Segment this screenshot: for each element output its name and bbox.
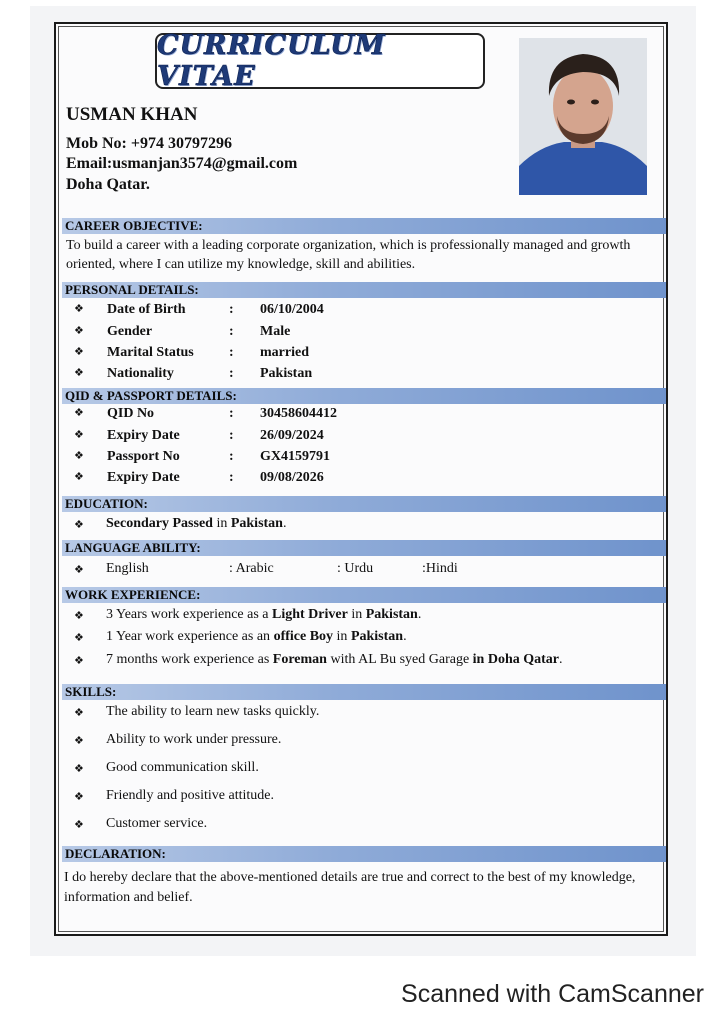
passport-label: Passport No — [107, 449, 180, 464]
marital-label: Marital Status — [107, 345, 194, 360]
gender-value: Male — [260, 324, 291, 339]
skills-list — [0, 704, 724, 844]
career-objective-text: To build a career with a leading corporate organization, which is professionally managed and growth oriented, where I can utilize my knowledge, skill and abilities. — [66, 238, 631, 272]
qid-row: ❖ Passport No : GX4159791 — [74, 449, 330, 464]
section-education: EDUCATION: — [62, 496, 666, 512]
section-declaration: DECLARATION: — [62, 846, 666, 862]
language-hindi: :Hindi — [422, 561, 458, 576]
section-language-ability: LANGUAGE ABILITY: — [62, 540, 666, 556]
list-item: ❖ Ability to work under pressure. — [74, 732, 282, 747]
work-experience-list — [0, 607, 724, 675]
title-box — [155, 30, 485, 92]
section-skills: SKILLS: — [62, 684, 666, 700]
section-personal-details: PERSONAL DETAILS: — [62, 282, 666, 298]
mobile-number: Mob No: +974 30797296 — [66, 135, 232, 152]
section-qid-passport: QID & PASSPORT DETAILS: — [62, 388, 666, 404]
personal-row: ❖ Marital Status : married — [74, 345, 309, 360]
gender-label: Gender — [107, 324, 153, 339]
personal-details-list — [0, 300, 724, 388]
qid-row: ❖ Expiry Date : 26/09/2024 — [74, 428, 324, 443]
language-arabic: : Arabic — [229, 561, 274, 576]
qid-row: ❖ Expiry Date : 09/08/2026 — [74, 470, 324, 485]
list-item: ❖ 7 months work experience as Foreman with AL Bu syed Garage in Doha Qatar. — [74, 652, 563, 667]
passport-expiry-label: Expiry Date — [107, 470, 180, 485]
section-work-experience: WORK EXPERIENCE: — [62, 587, 666, 603]
dob-value: 06/10/2004 — [260, 302, 324, 317]
passport-value: GX4159791 — [260, 449, 330, 464]
nationality-value: Pakistan — [260, 366, 313, 381]
section-career-objective: CAREER OBJECTIVE: — [62, 218, 666, 234]
personal-row: ❖ Nationality : Pakistan — [74, 366, 313, 381]
personal-row: ❖ Gender : Male — [74, 324, 291, 339]
list-item: ❖ 3 Years work experience as a Light Driver in Pakistan. — [74, 607, 422, 622]
qid-details-list — [0, 406, 724, 494]
qid-value: 30458604412 — [260, 406, 337, 421]
list-item: ❖ Friendly and positive attitude. — [74, 788, 274, 803]
list-item: ❖ The ability to learn new tasks quickly. — [74, 704, 320, 719]
dob-label: Date of Birth — [107, 302, 186, 317]
language-english: English — [106, 561, 149, 576]
qid-label: QID No — [107, 406, 155, 421]
declaration-text: I do hereby declare that the above-mentioned details are true and correct to the best of my knowledge, information and belief. — [64, 870, 636, 905]
language-urdu: : Urdu — [337, 561, 374, 576]
personal-row: ❖ Date of Birth : 06/10/2004 — [74, 302, 324, 317]
location: Doha Qatar. — [66, 176, 150, 193]
applicant-name: USMAN KHAN — [66, 104, 198, 125]
qid-row: ❖ QID No : 30458604412 — [74, 406, 337, 421]
qid-expiry-label: Expiry Date — [107, 428, 180, 443]
education-item: ❖ Secondary Passed in Pakistan. — [74, 516, 287, 531]
list-item: ❖ Good communication skill. — [74, 760, 259, 775]
language-list: ❖ English : Arabic : Urdu :Hindi — [74, 561, 458, 576]
scanner-watermark: Scanned with CamScanner — [401, 980, 704, 1008]
passport-expiry-value: 09/08/2026 — [260, 470, 324, 485]
nationality-label: Nationality — [107, 366, 174, 381]
profile-photo — [519, 38, 647, 195]
list-item: ❖ 1 Year work experience as an office Boy in Pakistan. — [74, 629, 407, 644]
marital-value: married — [260, 345, 309, 360]
qid-expiry-value: 26/09/2024 — [260, 428, 324, 443]
cv-title: CURRICULUM VITAE — [157, 30, 386, 92]
email-address: Email:usmanjan3574@gmail.com — [66, 155, 298, 172]
list-item: ❖ Customer service. — [74, 816, 208, 831]
